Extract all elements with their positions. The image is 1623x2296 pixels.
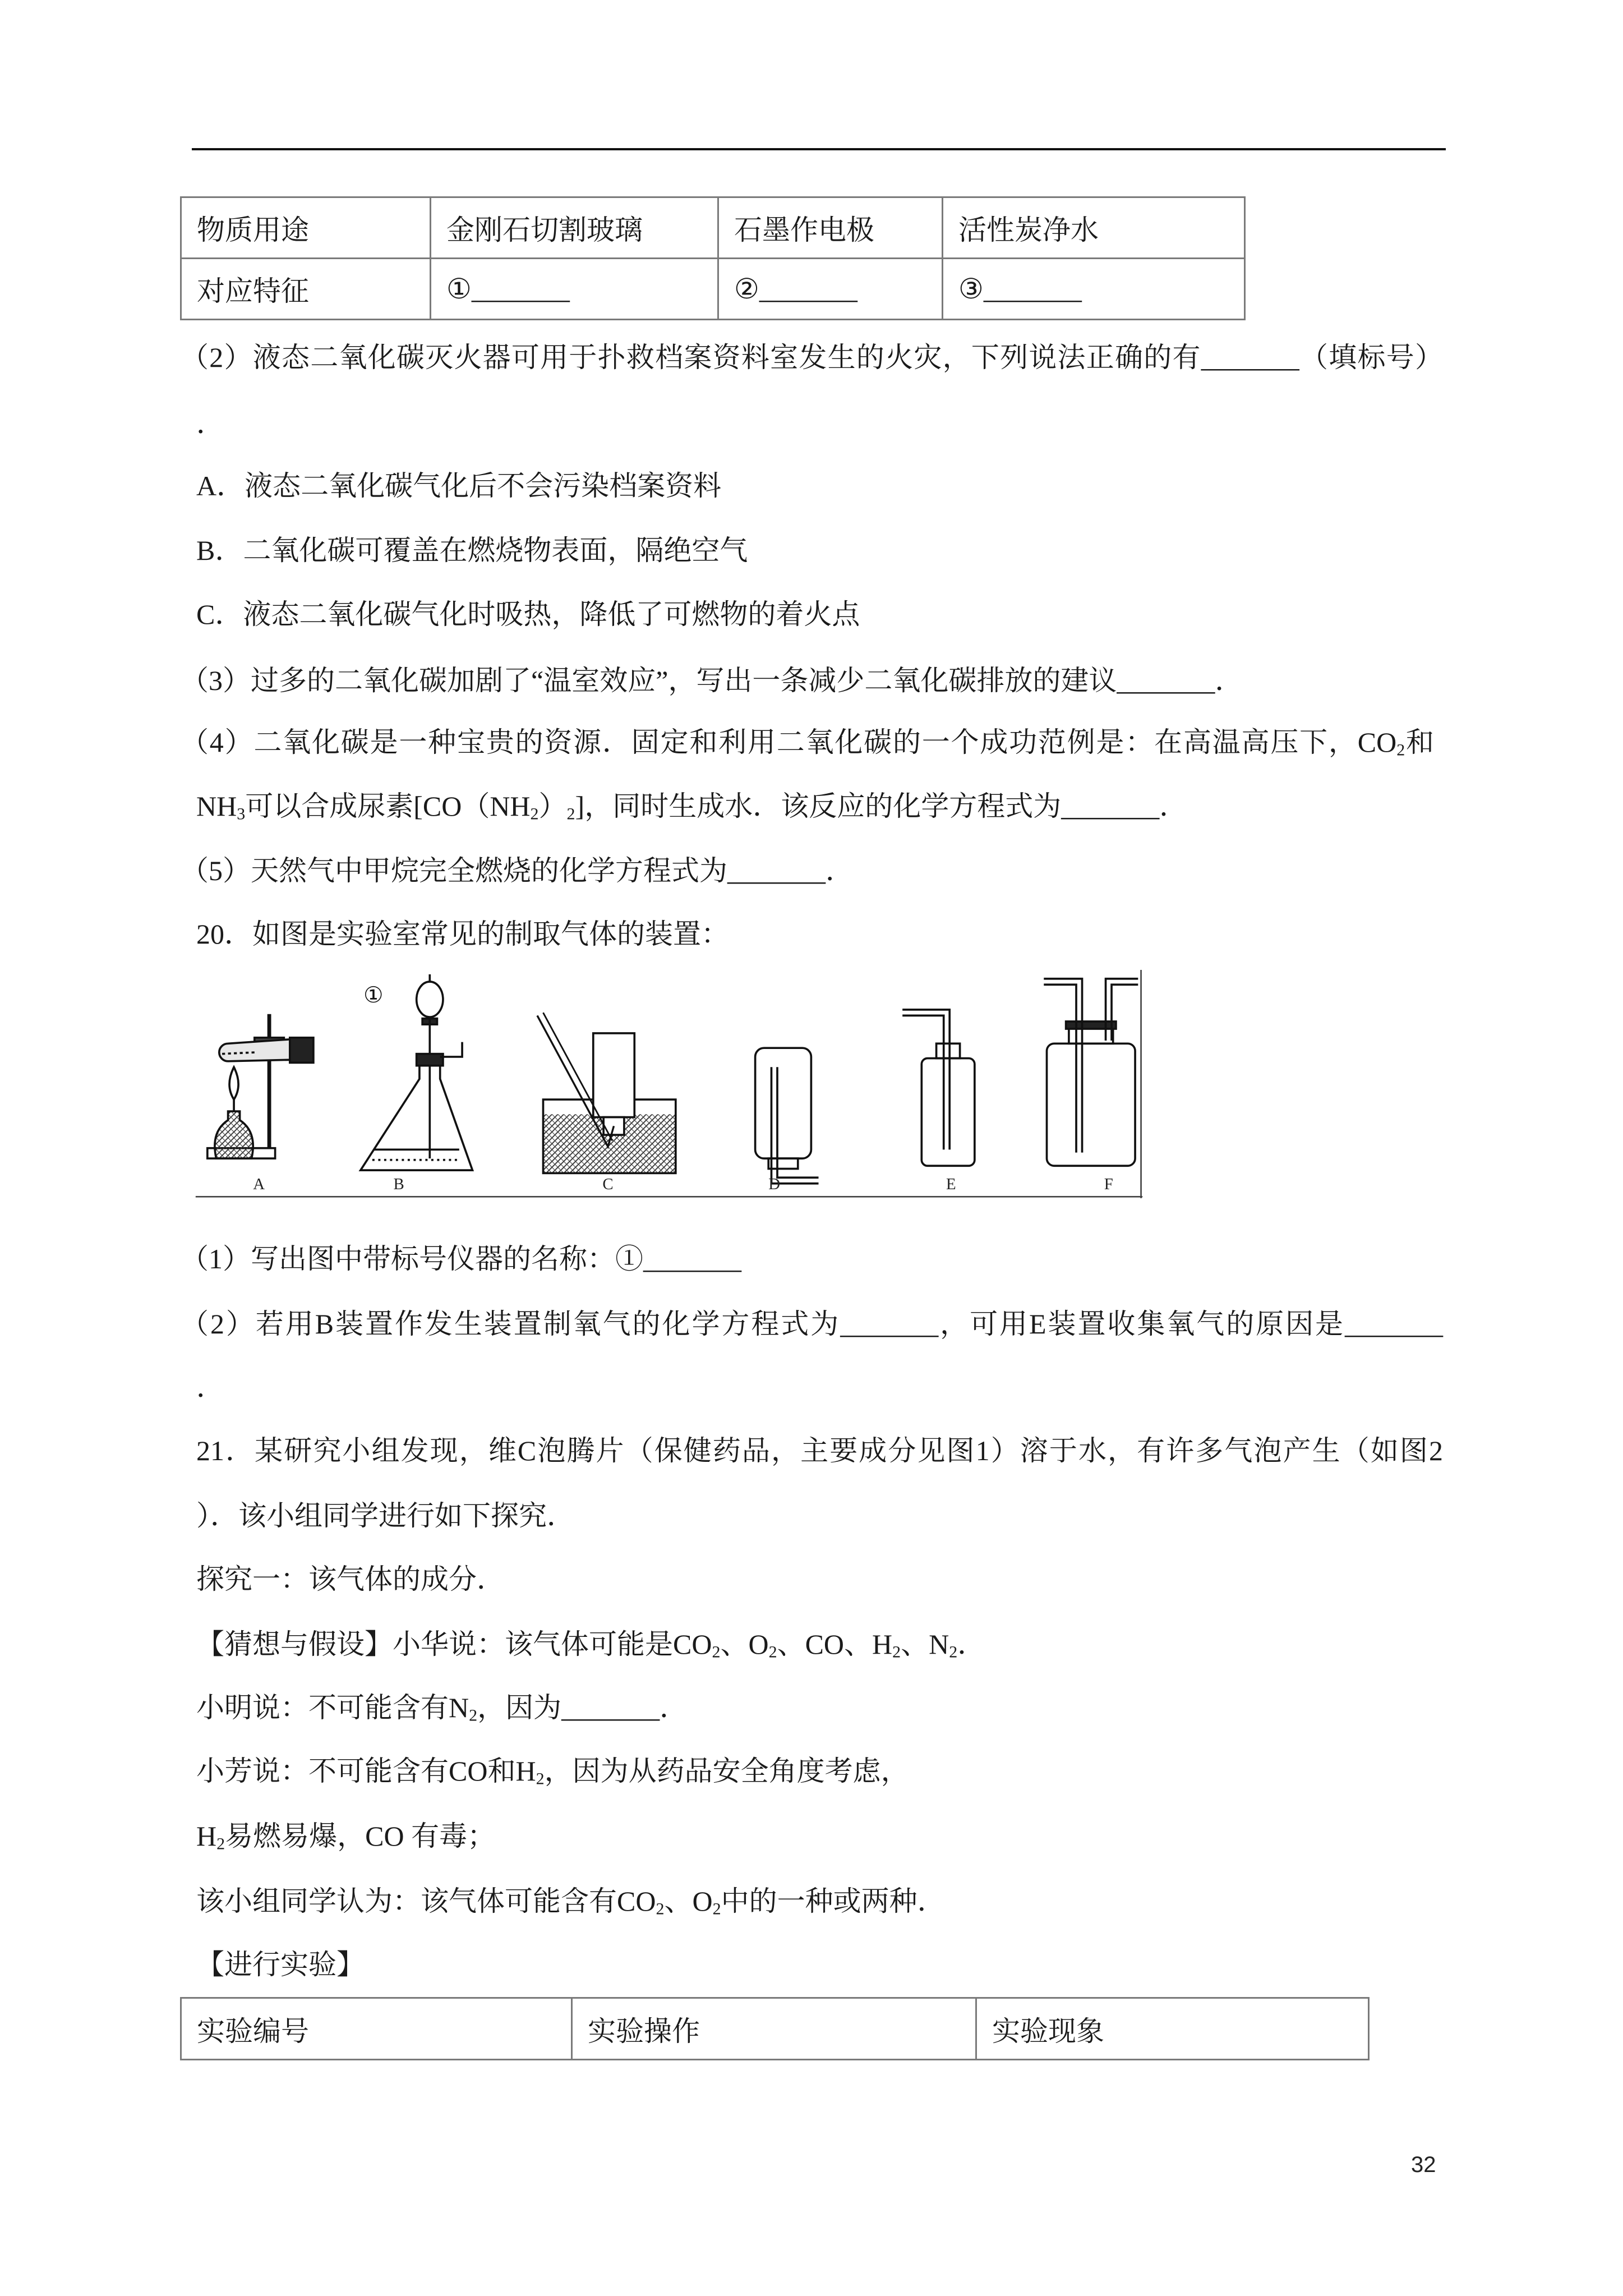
group-view-line xyxy=(196,1884,946,1918)
table-header-cell: 实验编号 xyxy=(181,1998,572,2060)
apparatus-label-c: C xyxy=(602,1175,614,1194)
table-cell: 石墨作电极 xyxy=(718,197,943,259)
q21-stem-line1: 21．某研究小组发现，维C泡腾片（保健药品，主要成分见图1）溶于水，有许多气泡产生（如图2 xyxy=(196,1435,1443,1466)
table-row xyxy=(181,259,1245,320)
gas-collecting-bottle xyxy=(593,1033,635,1117)
q20-part2: （2）若用B装置作发生装置制氧气的化学方程式为_______，可用E装置收集氧气的原因是_______ xyxy=(181,1308,1443,1340)
subscript: 2 xyxy=(768,1642,777,1662)
text-segment: 、CO、H xyxy=(777,1628,893,1660)
apparatus-e xyxy=(902,1010,975,1166)
lab-apparatus-figure xyxy=(195,970,1144,1198)
inverted-bottle xyxy=(755,1048,811,1158)
instrument-marker: ① xyxy=(363,982,384,1008)
table-cell: 金刚石切割玻璃 xyxy=(431,197,718,259)
experiment-heading: 【进行实验】 xyxy=(196,1949,365,1980)
answer-blank-cell: ③_______ xyxy=(943,259,1245,320)
text-segment: 和 xyxy=(1405,726,1435,758)
test-tube xyxy=(219,1039,293,1061)
subscript: 2 xyxy=(216,1834,225,1853)
text-segment: ，因为从药品安全角度考虑， xyxy=(544,1755,909,1787)
bottle-mouth xyxy=(768,1158,798,1168)
q19-part4-line1 xyxy=(181,725,1434,759)
table-row xyxy=(181,1998,1369,2060)
text-segment: 小明说：不可能含有N xyxy=(196,1692,469,1723)
apparatus-label-d: D xyxy=(768,1175,781,1194)
q20-stem: 20．如图是实验室常见的制取气体的装置： xyxy=(196,918,729,950)
usage-table xyxy=(180,196,1246,320)
subscript: 2 xyxy=(949,1642,958,1662)
answer-blank-cell: ②_______ xyxy=(718,259,943,320)
apparatus-label-f: F xyxy=(1104,1175,1113,1194)
alcohol-lamp xyxy=(215,1111,253,1158)
subscript: 2 xyxy=(469,1706,478,1725)
subscript: 2 xyxy=(712,1642,721,1662)
option-b: B．二氧化碳可覆盖在燃烧物表面，隔绝空气 xyxy=(196,535,748,566)
q19-part3: （3）过多的二氧化碳加剧了“温室效应”，写出一条减少二氧化碳排放的建议_______． xyxy=(181,665,1243,696)
gas-collecting-bottle xyxy=(921,1059,975,1166)
xiaoming-line xyxy=(196,1691,688,1724)
xiaofang-line-2 xyxy=(196,1819,495,1853)
bottle-mouth xyxy=(603,1117,624,1135)
apparatus-b xyxy=(361,974,473,1170)
stopper xyxy=(290,1038,313,1063)
xiaofang-line xyxy=(196,1754,909,1788)
q21-stem-line2: ）．该小组同学进行如下探究． xyxy=(196,1500,575,1531)
apparatus-a xyxy=(208,1014,313,1158)
apparatus-label-e: E xyxy=(946,1175,956,1194)
experiment-table xyxy=(180,1997,1370,2060)
option-a: A．液态二氧化碳气化后不会污染档案资料 xyxy=(196,470,722,501)
text-segment: 、O xyxy=(664,1885,713,1917)
text-segment: 、O xyxy=(720,1628,769,1660)
subscript: 2 xyxy=(530,804,539,823)
subscript: 3 xyxy=(237,804,246,823)
delivery-tube-wall xyxy=(902,1015,944,1149)
table-row xyxy=(181,197,1245,259)
table-cell: 对应特征 xyxy=(181,259,431,320)
table-header-cell: 实验操作 xyxy=(572,1998,976,2060)
text-segment: 小芳说：不可能含有CO和H xyxy=(196,1755,536,1787)
subscript: 2 xyxy=(566,804,575,823)
subscript: 2 xyxy=(892,1642,901,1662)
page-number: 32 xyxy=(1411,2152,1436,2177)
apparatus-d xyxy=(755,1048,819,1184)
inquiry-one: 探究一：该气体的成分． xyxy=(196,1563,505,1595)
answer-blank-cell: ①_______ xyxy=(431,259,718,320)
flame xyxy=(229,1067,238,1099)
subscript: 2 xyxy=(656,1899,665,1918)
bottle-stopper xyxy=(1066,1022,1116,1029)
subscript: 2 xyxy=(712,1899,721,1918)
apparatus-label-a: A xyxy=(253,1175,265,1194)
apparatus-c xyxy=(537,1013,676,1173)
short-tube-wall xyxy=(1112,984,1138,1041)
long-tube-wall xyxy=(1044,984,1076,1152)
table-cell: 物质用途 xyxy=(181,197,431,259)
text-segment: 易燃易爆，CO 有毒； xyxy=(225,1820,496,1852)
text-segment: （4）二氧化碳是一种宝贵的资源．固定和利用二氧化碳的一个成功范例是：在高温高压下，CO xyxy=(181,726,1397,758)
header-rule xyxy=(192,148,1446,150)
option-c: C．液态二氧化碳气化时吸热，降低了可燃物的着火点 xyxy=(196,599,860,630)
subscript: 2 xyxy=(536,1769,545,1788)
subscript: 2 xyxy=(1396,740,1405,760)
q20-part2-end: ． xyxy=(196,1372,224,1403)
text-segment: 中的一种或两种． xyxy=(721,1885,946,1917)
text-segment: ]，同时生成水．该反应的化学方程式为_______． xyxy=(575,790,1188,822)
conical-flask xyxy=(361,1064,473,1170)
text-segment: H xyxy=(196,1820,217,1852)
text-segment: ，因为_______． xyxy=(477,1692,688,1723)
bottle-neck xyxy=(937,1043,960,1058)
q19-part2-end: ． xyxy=(196,408,224,439)
delivery-tube xyxy=(902,1010,949,1149)
text-segment: ． xyxy=(957,1628,986,1660)
q19-part4-line2 xyxy=(196,789,1187,823)
table-header-cell: 实验现象 xyxy=(976,1998,1369,2060)
apparatus-f xyxy=(1044,979,1138,1166)
text-segment: 、N xyxy=(901,1628,949,1660)
hypothesis-line xyxy=(196,1627,985,1661)
apparatus-label-b: B xyxy=(393,1175,404,1194)
flask-stopper xyxy=(417,1054,443,1066)
text-segment: 该小组同学认为：该气体可能含有CO xyxy=(196,1885,656,1917)
text-segment: ） xyxy=(538,790,567,822)
q20-part1: （1）写出图中带标号仪器的名称：①_______ xyxy=(181,1243,741,1274)
text-segment: 【猜想与假设】小华说：该气体可能是CO xyxy=(196,1628,712,1660)
q19-part5: （5）天然气中甲烷完全燃烧的化学方程式为_______． xyxy=(181,855,854,886)
text-segment: NH xyxy=(196,790,237,822)
table-cell: 活性炭净水 xyxy=(943,197,1245,259)
q19-part2-stem: （2）液态二氧化碳灭火器可用于扑救档案资料室发生的火灾，下列说法正确的有_______（填标号） xyxy=(181,342,1443,373)
gas-washing-bottle xyxy=(1047,1043,1136,1166)
text-segment: 可以合成尿素[CO（NH xyxy=(245,790,531,822)
separatory-funnel xyxy=(417,982,443,1017)
